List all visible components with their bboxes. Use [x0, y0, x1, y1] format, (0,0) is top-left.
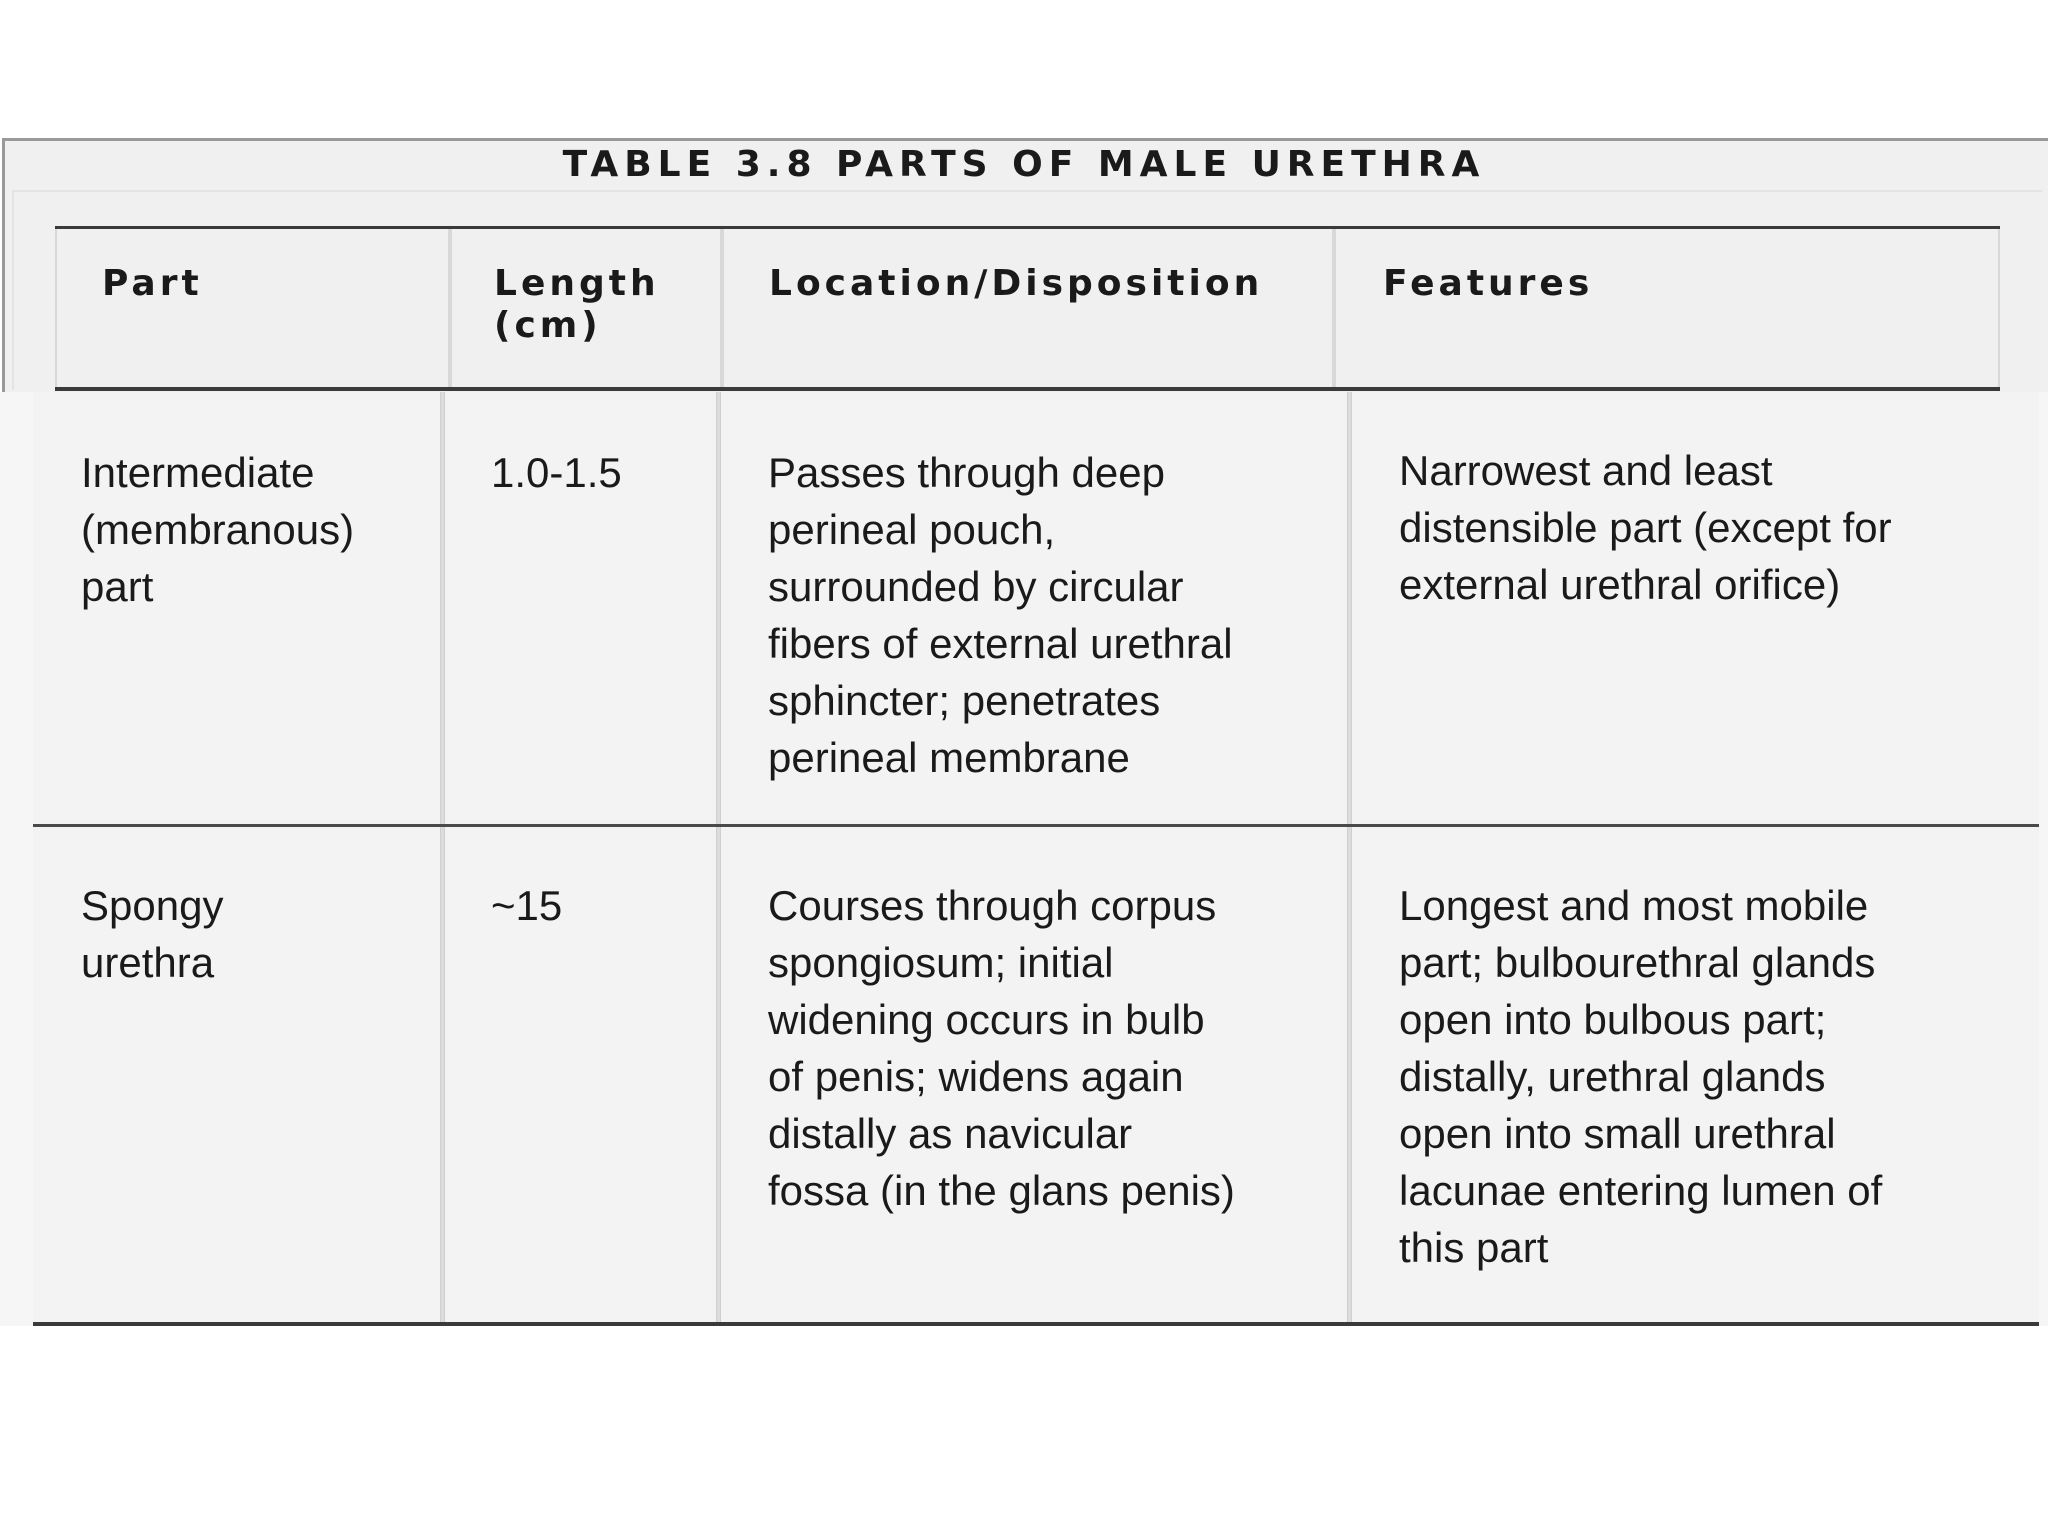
- header-cell-length: [450, 229, 722, 387]
- table-row: [33, 392, 2039, 827]
- cell-part: Intermediate (membranous) part: [81, 449, 355, 610]
- header-cell-location: [722, 229, 1334, 387]
- cell-features: Narrowest and least distensible part (except for external urethral orifice): [1399, 447, 1892, 608]
- table-row: [33, 827, 2039, 1326]
- cell-length: 1.0-1.5: [491, 449, 622, 496]
- header-length: [494, 263, 660, 347]
- table-title: TABLE 3.8 PARTS OF MALE URETHRA: [562, 144, 1486, 185]
- header-length-line-1: Length: [494, 263, 660, 304]
- header-features: Features: [1383, 263, 1594, 304]
- cell-features: Longest and most mobile part; bulbourethral glands open into bulbous part; distally, urethral glands open into small urethral lacunae entering lumen of this part: [1399, 882, 1883, 1271]
- header-length-line-2: (cm): [494, 305, 602, 346]
- table-left-margin: [0, 392, 33, 1326]
- cell-location: Passes through deep perineal pouch, surrounded by circular fibers of external urethral sphincter; penetrates perineal membrane: [768, 449, 1233, 781]
- cell-length: ~15: [491, 882, 563, 929]
- table-right-margin: [2039, 392, 2048, 1326]
- header-cell-features: [1334, 229, 2000, 387]
- cell-location: Courses through corpus spongiosum; initial widening occurs in bulb of penis; widens again distally as navicular fossa (in the glans penis): [768, 882, 1235, 1214]
- table-header-row: [55, 226, 2000, 391]
- header-part: Part: [102, 263, 203, 304]
- cell-part: Spongy urethra: [81, 882, 224, 986]
- header-location: Location/Disposition: [769, 263, 1264, 304]
- table-body: [33, 392, 2039, 1326]
- header-cell-part: [55, 229, 450, 387]
